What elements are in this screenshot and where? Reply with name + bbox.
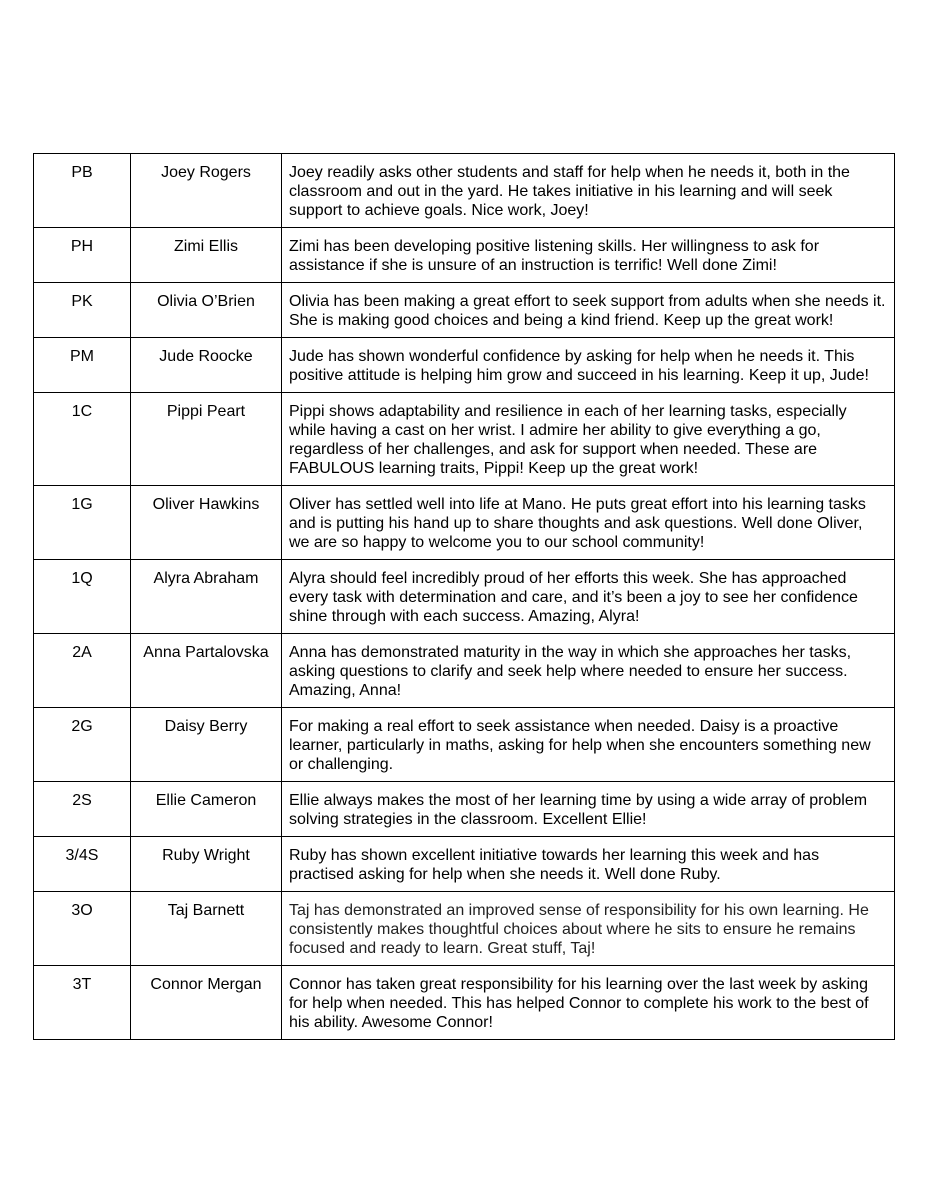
class-code-cell: 3T	[34, 966, 131, 1040]
class-code-cell: 1Q	[34, 560, 131, 634]
student-name-cell: Olivia O’Brien	[131, 283, 282, 338]
comment-cell: Oliver has settled well into life at Mano. He puts great effort into his learning tasks and is putting his hand up to share thoughts and ask questions. Well done Oliver, we are so happy to welcome you to our school community!	[282, 486, 895, 560]
student-name-cell: Daisy Berry	[131, 708, 282, 782]
table-row	[34, 634, 895, 708]
comment-cell: Olivia has been making a great effort to seek support from adults when she needs it. She is making good choices and being a kind friend. Keep up the great work!	[282, 283, 895, 338]
table-row	[34, 837, 895, 892]
class-code-cell: 1G	[34, 486, 131, 560]
student-name-cell: Ellie Cameron	[131, 782, 282, 837]
student-name-cell: Connor Mergan	[131, 966, 282, 1040]
comment-cell: Taj has demonstrated an improved sense of responsibility for his own learning. He consistently makes thoughtful choices about where he sits to ensure he remains focused and ready to learn. Great stuff, Taj!	[282, 892, 895, 966]
class-code-cell: 2A	[34, 634, 131, 708]
table-row	[34, 338, 895, 393]
student-name-cell: Alyra Abraham	[131, 560, 282, 634]
table-row	[34, 966, 895, 1040]
student-name-cell: Anna Partalovska	[131, 634, 282, 708]
student-name-cell: Pippi Peart	[131, 393, 282, 486]
student-awards-table	[33, 153, 895, 1040]
comment-cell: Alyra should feel incredibly proud of her efforts this week. She has approached every task with determination and care, and it’s been a joy to see her confidence shine through with each success. Amazing, Alyra!	[282, 560, 895, 634]
student-name-cell: Zimi Ellis	[131, 228, 282, 283]
comment-cell: Jude has shown wonderful confidence by asking for help when he needs it. This positive attitude is helping him grow and succeed in his learning. Keep it up, Jude!	[282, 338, 895, 393]
class-code-cell: PB	[34, 154, 131, 228]
table-row	[34, 708, 895, 782]
comment-cell: Joey readily asks other students and staff for help when he needs it, both in the classroom and out in the yard. He takes initiative in his learning and will seek support to achieve goals. Nice work, Joey!	[282, 154, 895, 228]
class-code-cell: PH	[34, 228, 131, 283]
class-code-cell: 3O	[34, 892, 131, 966]
comment-cell: Ellie always makes the most of her learning time by using a wide array of problem solving strategies in the classroom. Excellent Ellie!	[282, 782, 895, 837]
comment-cell: For making a real effort to seek assistance when needed. Daisy is a proactive learner, particularly in maths, asking for help when she encounters something new or challenging.	[282, 708, 895, 782]
class-code-cell: PK	[34, 283, 131, 338]
class-code-cell: 1C	[34, 393, 131, 486]
table-row	[34, 560, 895, 634]
class-code-cell: 2G	[34, 708, 131, 782]
comment-cell: Pippi shows adaptability and resilience in each of her learning tasks, especially while having a cast on her wrist. I admire her ability to give everything a go, regardless of her challenges, and ask for support when needed. These are FABULOUS learning traits, Pippi! Keep up the great work!	[282, 393, 895, 486]
class-code-cell: 3/4S	[34, 837, 131, 892]
comment-cell: Anna has demonstrated maturity in the way in which she approaches her tasks, asking questions to clarify and seek help where needed to ensure her success. Amazing, Anna!	[282, 634, 895, 708]
student-name-cell: Joey Rogers	[131, 154, 282, 228]
table-row	[34, 283, 895, 338]
comment-cell: Connor has taken great responsibility for his learning over the last week by asking for help when needed. This has helped Connor to complete his work to the best of his ability. Awesome Connor!	[282, 966, 895, 1040]
table-row	[34, 228, 895, 283]
student-name-cell: Jude Roocke	[131, 338, 282, 393]
student-name-cell: Oliver Hawkins	[131, 486, 282, 560]
table-row	[34, 486, 895, 560]
comment-cell: Ruby has shown excellent initiative towards her learning this week and has practised asking for help when she needs it. Well done Ruby.	[282, 837, 895, 892]
table-row	[34, 892, 895, 966]
class-code-cell: 2S	[34, 782, 131, 837]
student-name-cell: Ruby Wright	[131, 837, 282, 892]
table-row	[34, 782, 895, 837]
table-row	[34, 393, 895, 486]
comment-cell: Zimi has been developing positive listening skills. Her willingness to ask for assistance if she is unsure of an instruction is terrific! Well done Zimi!	[282, 228, 895, 283]
table-row	[34, 154, 895, 228]
student-name-cell: Taj Barnett	[131, 892, 282, 966]
class-code-cell: PM	[34, 338, 131, 393]
